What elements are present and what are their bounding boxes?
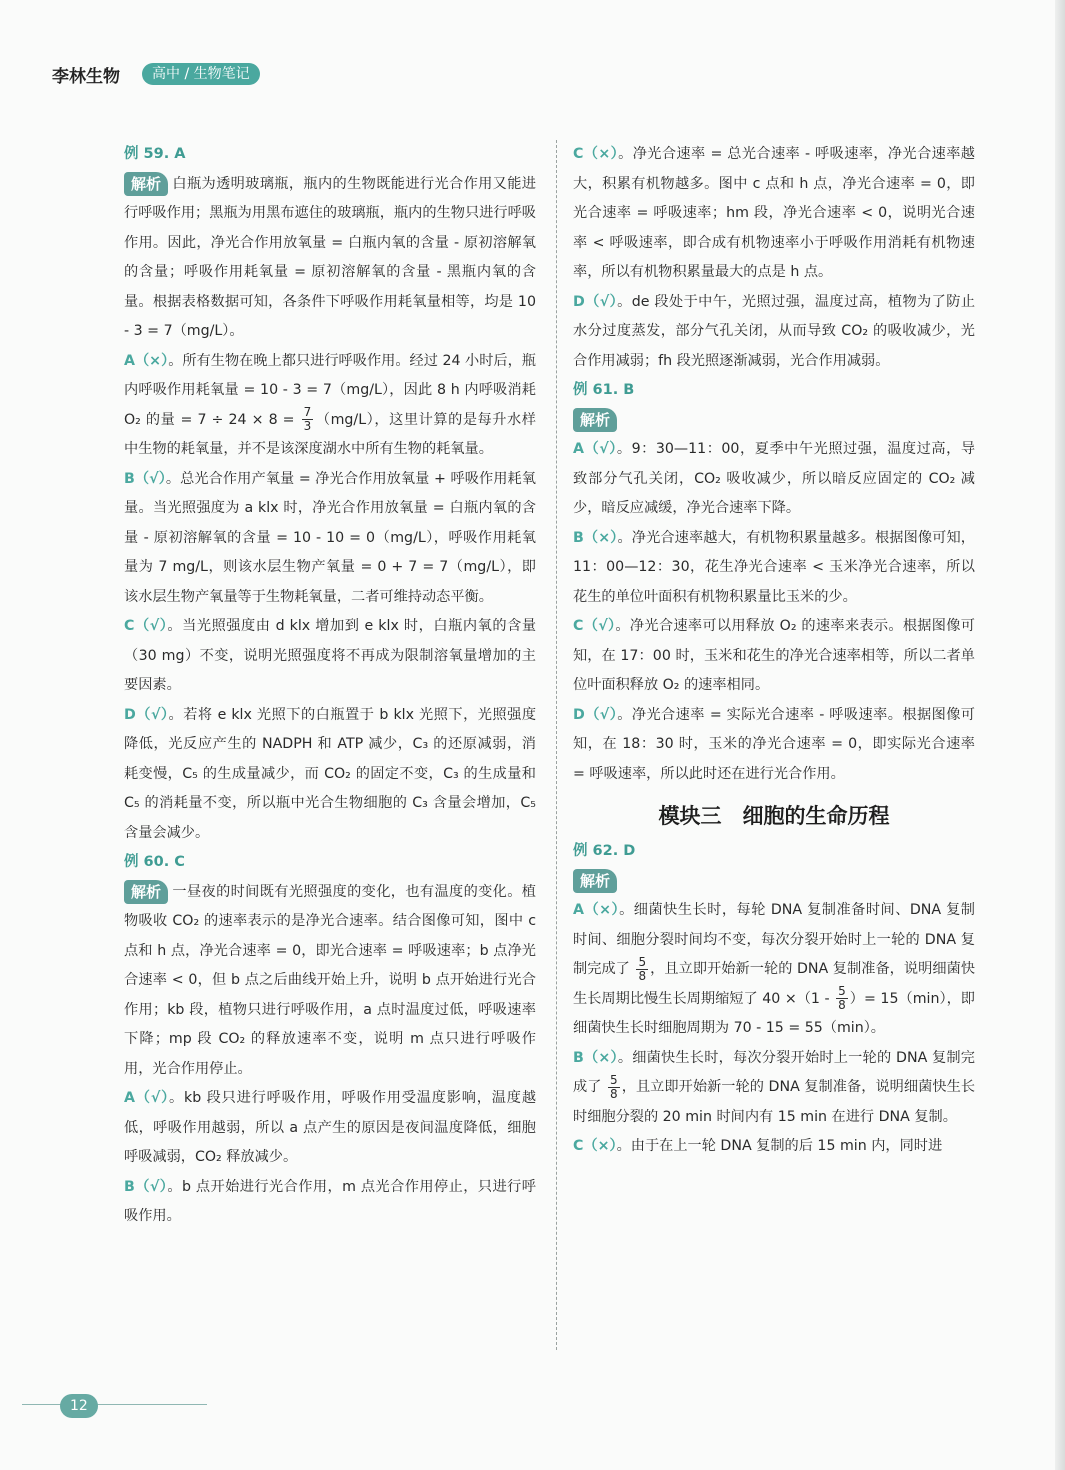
example-59-option-c <box>124 612 536 701</box>
example-62-title: 例 62. D <box>573 843 636 859</box>
option-mark: B（×） <box>573 529 618 546</box>
fraction-numerator: 7 <box>303 405 312 419</box>
analysis-text: 一昼夜的时间既有光照强度的变化，也有温度的变化。植物吸收 CO₂ 的速率表示的是净光合速率。结合图像可知，图中 c 点和 h 点，净光合速率 = 0，即光合速率 = 呼吸速率；b 点净光合速率 < 0，但 b 点之后曲线开始上升，说明 b 点开始进行光合作用；kb 段，植物只进行呼吸作用，a 点时温度过低，呼吸速率下降；mp 段 CO₂ 的释放速率不变，说明 m 点只进行呼吸作用，光合作用停止。 <box>124 883 536 1077</box>
fraction-denominator: 8 <box>838 998 846 1012</box>
option-mark: C（√） <box>573 618 616 634</box>
option-mark: A（×） <box>573 902 620 918</box>
option-mark: C（×） <box>573 1138 617 1154</box>
option-mark: B（√） <box>124 470 166 487</box>
example-60-title: 例 60. C <box>124 854 185 870</box>
example-60-option-b <box>124 1173 536 1232</box>
option-text: 。当光照强度由 d klx 增加到 e klx 时，白瓶内氧的含量（30 mg）不变，说明光照强度将不再成为限制溶氧量增加的主要因素。 <box>124 618 537 693</box>
analysis-label: 解析 <box>573 408 617 432</box>
example-62-option-a <box>573 896 975 1044</box>
fraction <box>608 1074 620 1101</box>
brand-title: 李林生物 <box>52 67 120 87</box>
example-61-option-a <box>573 435 975 524</box>
section-tag: 高中 / 生物笔记 <box>142 63 260 85</box>
footer-rule <box>22 1404 207 1405</box>
example-61-title: 例 61. B <box>573 382 635 398</box>
option-mark: B（×） <box>573 1049 618 1066</box>
fraction-numerator: 5 <box>610 1072 618 1087</box>
fraction-numerator: 5 <box>638 954 647 969</box>
fraction <box>302 406 314 433</box>
option-text: 。de 段处于中午，光照过强，温度过高，植物为了防止水分过度蒸发，部分气孔关闭，从而导致 CO₂ 的吸收减少，光合作用减弱；fh 段光照逐渐减弱，光合作用减弱。 <box>573 293 976 369</box>
fraction <box>836 985 848 1012</box>
right-column <box>573 140 975 1162</box>
option-text: 。由于在上一轮 DNA 复制的后 15 min 内，同时进 <box>616 1138 943 1154</box>
analysis-label: 解析 <box>124 880 168 904</box>
option-text: 。净光合速率 = 总光合速率 - 呼吸速率，净光合速率越大，积累有机物越多。图中 c 点和 h 点，净光合速率 = 0，即光合速率 = 呼吸速率；hm 段，净光合速率 < 0，说明光合速率 < 呼吸速率，即合成有机物速率小于呼吸作用消耗有机物速率，所以有机物积累量最大的点是 h 点。 <box>573 146 975 280</box>
example-61-option-c <box>573 612 975 701</box>
option-mark: C（√） <box>124 618 168 634</box>
option-text: 。细菌快生长时，每轮 DNA 复制准备时间、DNA 复制时间、细胞分裂时间均不变，每次分裂开始时上一轮的 DNA 复制完成了 <box>573 902 975 977</box>
option-text: 。净光合速率 = 实际光合速率 - 呼吸速率。根据图像可知，在 18：30 时，玉米的净光合速率 = 0，即实际光合速率 = 呼吸速率，所以此时还在进行光合作用。 <box>573 706 975 782</box>
analysis-label: 解析 <box>573 869 617 893</box>
fraction-numerator: 5 <box>838 984 846 998</box>
fraction-denominator: 8 <box>638 968 647 983</box>
module-title: 模块三 细胞的生命历程 <box>658 803 890 828</box>
option-text-continued: （mg/L），这里计算的是每升水样中生物的耗氧量，并不是该深度湖水中所有生物的耗氧量。 <box>124 411 536 457</box>
option-text: 。净光合速率可以用释放 O₂ 的速率来表示。根据图像可知，在 17：00 时，玉米和花生的净光合速率相等，所以二者单位叶面积释放 O₂ 的速率相同。 <box>573 618 975 693</box>
option-text: 。b 点开始进行光合作用，m 点光合作用停止，只进行呼吸作用。 <box>124 1178 536 1224</box>
option-text: 。所有生物在晚上都只进行呼吸作用。经过 24 小时后，瓶内呼吸作用耗氧量 = 10 - 3 = 7（mg/L），因此 8 h 内呼吸消耗 O₂ 的量 = 7 ÷ 24 × 8 = <box>124 352 536 428</box>
option-mark: D（√） <box>573 706 618 723</box>
option-mark: A（√） <box>573 441 617 457</box>
example-60-analysis <box>124 878 536 1085</box>
analysis-label: 解析 <box>124 172 168 196</box>
example-61-analysis <box>573 406 975 436</box>
option-text-continued: ，且立即开始新一轮的 DNA 复制准备，说明细菌快生长周期比慢生长周期缩短了 40 ×（1 - <box>573 961 976 1007</box>
column-divider <box>556 140 557 1350</box>
example-59-option-a <box>124 347 536 465</box>
fraction-denominator: 8 <box>610 1086 618 1101</box>
example-60-option-d <box>573 288 975 377</box>
option-mark: A（√） <box>124 1090 170 1106</box>
example-59-analysis <box>124 170 536 347</box>
option-mark: A（×） <box>124 352 169 369</box>
example-60-option-a <box>124 1084 536 1173</box>
example-62-analysis <box>573 867 975 897</box>
example-59-title: 例 59. A <box>124 146 186 162</box>
page-edge-shadow <box>1055 0 1065 1470</box>
option-text: 。9：30—11：00，夏季中午光照过强，温度过高，导致部分气孔关闭，CO₂ 吸收减少，所以暗反应固定的 CO₂ 减少，暗反应减缓，净光合速率下降。 <box>573 441 976 516</box>
option-text: 。净光合速率越大，有机物积累量越多。根据图像可知，11：00—12：30，花生净光合速率 < 玉米净光合速率，所以花生的单位叶面积有机物积累量比玉米的少。 <box>573 529 975 605</box>
example-62-option-b <box>573 1044 975 1133</box>
example-62-option-c <box>573 1132 975 1162</box>
left-column <box>124 140 536 1232</box>
option-mark: B（√） <box>124 1178 168 1195</box>
fraction <box>636 956 648 983</box>
option-text-continued: ，且立即开始新一轮的 DNA 复制准备，说明细菌快生长时细胞分裂的 20 min 时间内有 15 min 在进行 DNA 复制。 <box>573 1079 976 1125</box>
option-text: 。总光合作用产氧量 = 净光合作用放氧量 + 呼吸作用耗氧量。当光照强度为 a klx 时，净光合作用放氧量 = 白瓶内氧的含量 - 原初溶解氧的含量 = 10 - 10 = 0（mg/L），呼吸作用耗氧量为 7 mg/L，则该水层生物产氧量 = 0 + 7 = 7（mg/L），即该水层生物产氧量等于生物耗氧量，二者可维持动态平衡。 <box>124 470 536 605</box>
option-text-end: ）= 15（min），即细菌快生长时细胞周期为 70 - 15 = 55（min）。 <box>573 990 975 1036</box>
option-mark: C（×） <box>573 146 619 162</box>
example-60-option-c <box>573 140 975 288</box>
analysis-text: 白瓶为透明玻璃瓶，瓶内的生物既能进行光合作用又能进行呼吸作用；黑瓶为用黑布遮住的玻璃瓶，瓶内的生物只进行呼吸作用。因此，净光合作用放氧量 = 白瓶内氧的含量 - 原初溶解氧的含量；呼吸作用耗氧量 = 原初溶解氧的含量 - 黑瓶内氧的含量。根据表格数据可知，各条件下呼吸作用耗氧量相等，均是 10 - 3 = 7（mg/L）。 <box>124 175 536 339</box>
option-mark: D（√） <box>573 293 618 310</box>
example-59-option-d <box>124 701 536 849</box>
option-text: 。若将 e klx 光照下的白瓶置于 b klx 光照下，光照强度降低，光反应产生的 NADPH 和 ATP 减少，C₃ 的还原减弱，消耗变慢，C₅ 的生成量减少，而 CO₂ 的固定不变，C₃ 的生成量和 C₅ 的消耗量不变，所以瓶中光合生物细胞的 C₃ 含量会增加，C₅ 含量会减少。 <box>124 706 537 841</box>
example-59-option-b <box>124 465 536 613</box>
page-number: 12 <box>60 1394 98 1418</box>
example-61-option-b <box>573 524 975 613</box>
option-text: 。细菌快生长时，每次分裂开始时上一轮的 DNA 复制完成了 <box>573 1049 975 1095</box>
option-text: 。kb 段只进行呼吸作用，呼吸作用受温度影响，温度越低，呼吸作用越弱，所以 a 点产生的原因是夜间温度降低，细胞呼吸减弱，CO₂ 释放减少。 <box>124 1090 537 1165</box>
option-mark: D（√） <box>124 706 169 723</box>
example-61-option-d <box>573 701 975 790</box>
fraction-denominator: 3 <box>303 419 312 433</box>
